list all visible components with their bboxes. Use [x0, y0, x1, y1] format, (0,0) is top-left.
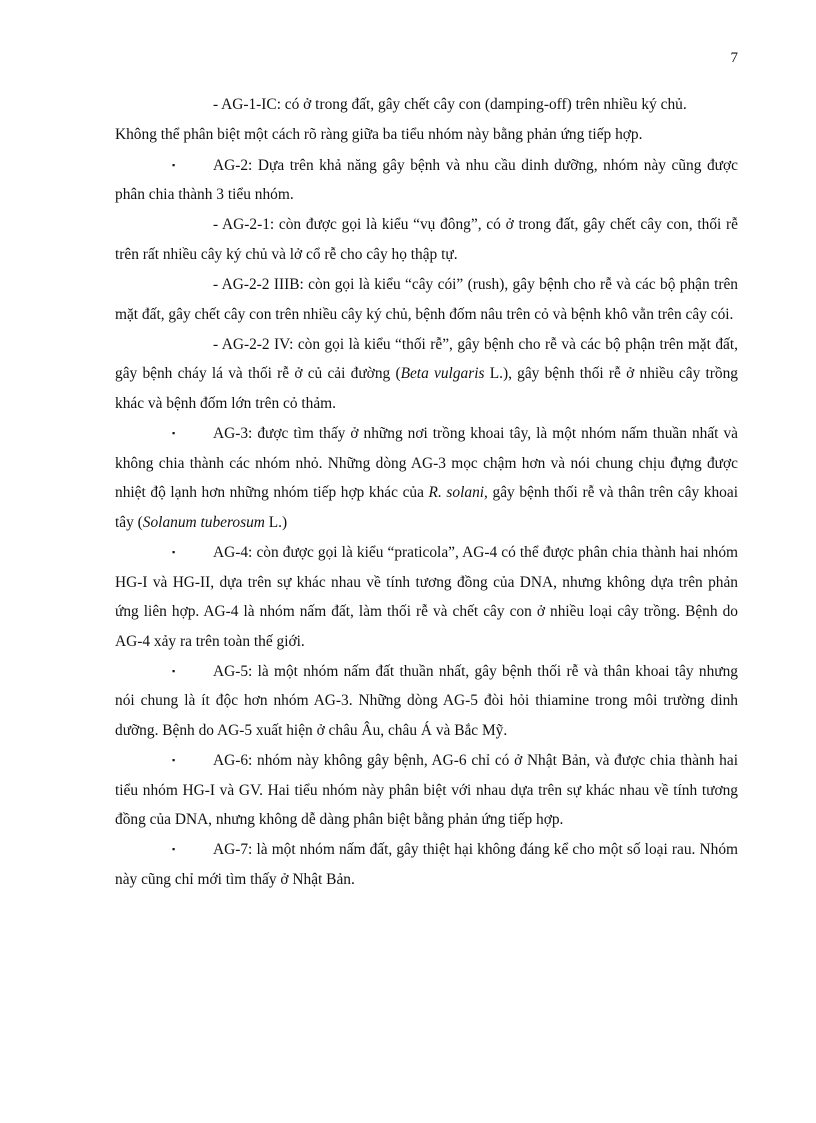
paragraph-ag-1-ic: [115, 90, 738, 120]
paragraph-text: - AG-2-2 IIIB: còn gọi là kiểu “cây cói” (rush), gây bệnh cho rễ và các bộ phận trên mặt đất, gây chết cây con trên nhiều cây ký chủ, bệnh đốm nâu trên cỏ và bệnh khô vằn trên cây cói.: [115, 276, 738, 323]
bullet-icon: ▪: [172, 665, 176, 676]
paragraph-text-part: - AG-2-2 IV: còn gọi là kiểu “thối rễ”, gây bệnh cho rễ và các bộ phận trên mặt đất, gây bệnh cháy lá và thối rễ ở củ cải đường (: [115, 335, 738, 383]
species-name: Beta vulgaris: [400, 365, 485, 383]
paragraph-ag-7: [115, 835, 738, 894]
paragraph-text: Không thể phân biệt một cách rõ ràng giữa ba tiểu nhóm này bằng phản ứng tiếp hợp.: [115, 126, 643, 144]
paragraph-ag-3: [115, 419, 738, 537]
paragraph-ag-2: [115, 151, 738, 210]
paragraph-text: AG-6: nhóm này không gây bệnh, AG-6 chỉ có ở Nhật Bản, và được chia thành hai tiểu nhóm HG-I và GV. Hai tiểu nhóm này phân biệt với nhau dựa trên sự khác nhau về tính tương đồng của DNA, nhưng không dễ dàng phân biệt bằng phản ứng tiếp hợp.: [115, 752, 738, 829]
bullet-icon: ▪: [172, 755, 176, 766]
bullet-icon: ▪: [172, 844, 176, 855]
paragraph-ag-2-2-iiib: [115, 270, 738, 329]
document-body: [115, 90, 738, 895]
paragraph-text: AG-5: là một nhóm nấm đất thuần nhất, gây bệnh thối rễ và thân khoai tây nhưng nói chung là ít độc hơn nhóm AG-3. Những dòng AG-5 đòi hỏi thiamine trong môi trường dinh dưỡng. Bệnh do AG-5 xuất hiện ở châu Âu, châu Á và Bắc Mỹ.: [115, 662, 738, 739]
paragraph-text: - AG-2-1: còn được gọi là kiểu “vụ đông”, có ở trong đất, gây chết cây con, thối rễ trên rất nhiều cây ký chủ và lở cổ rễ cho cây họ thập tự.: [115, 216, 738, 263]
paragraph-ag-5: [115, 657, 738, 746]
paragraph-ag-2-1: [115, 210, 738, 269]
bullet-icon: ▪: [172, 547, 176, 558]
paragraph-text-part: AG-3: được tìm thấy ở những nơi trồng khoai tây, là một nhóm nấm thuần nhất và không chia thành các nhóm nhỏ. Những dòng AG-3 mọc chậm hơn và nói chung chịu đựng được nhiệt độ lạnh hơn những nhóm tiếp hợp khác của: [115, 425, 738, 502]
paragraph-text: AG-4: còn được gọi là kiểu “praticola”, AG-4 có thể được phân chia thành hai nhóm HG-I và HG-II, dựa trên sự khác nhau về tính tương đồng của DNA, nhưng không dựa trên phản ứng liên hợp. AG-4 là nhóm nấm đất, làm thối rễ và chết cây con ở nhiều loại cây trồng. Bệnh do AG-4 xảy ra trên toàn thế giới.: [115, 544, 738, 650]
page-number: 7: [730, 50, 738, 66]
paragraph-text-part: L.): [264, 513, 288, 531]
paragraph-text: - AG-1-IC: có ở trong đất, gây chết cây con (damping-off) trên nhiều ký chủ.: [213, 96, 687, 113]
paragraph-ag-4: [115, 538, 738, 656]
bullet-icon: ▪: [172, 428, 176, 439]
paragraph-ag-2-2-iv: [115, 330, 738, 419]
paragraph-text-part: , gây bệnh thối rễ và thân trên cây khoai tây (: [115, 484, 738, 531]
paragraph-conclusion-ag1: [115, 120, 738, 150]
bullet-icon: ▪: [172, 159, 176, 170]
species-name: R. solani: [428, 484, 485, 502]
paragraph-text-part: L.), gây bệnh thối rễ ở nhiều cây trồng khác và bệnh đốm lớn trên cỏ thảm.: [115, 365, 738, 412]
species-name: Solanum tuberosum: [142, 513, 265, 531]
paragraph-text: AG-2: Dựa trên khả năng gây bệnh và nhu cầu dinh dưỡng, nhóm này cũng được phân chia thành 3 tiểu nhóm.: [115, 156, 738, 204]
paragraph-text: AG-7: là một nhóm nấm đất, gây thiệt hại không đáng kể cho một số loại rau. Nhóm này cũng chỉ mới tìm thấy ở Nhật Bản.: [115, 841, 738, 888]
paragraph-ag-6: [115, 746, 738, 835]
